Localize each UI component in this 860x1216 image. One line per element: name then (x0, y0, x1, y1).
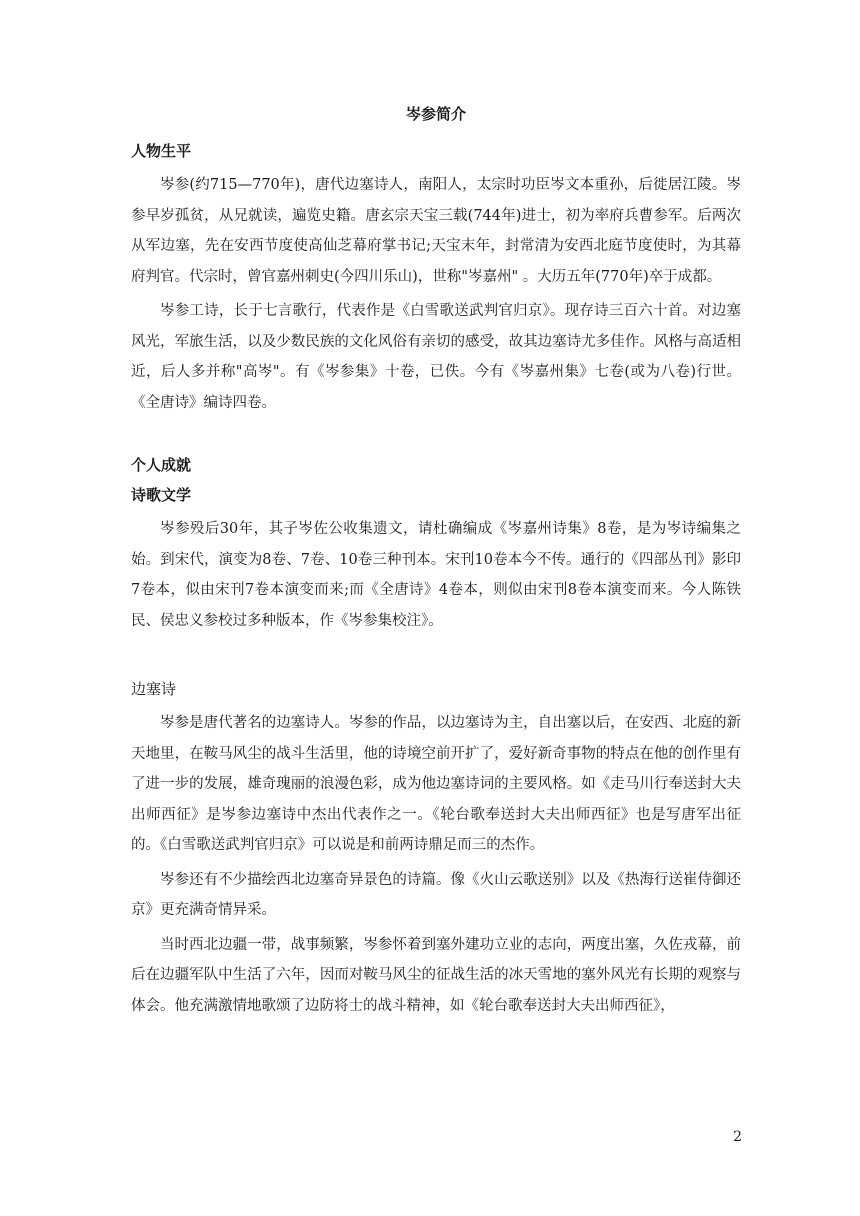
section-spacer (131, 636, 741, 678)
paragraph: 岑参(约715—770年)，唐代边塞诗人，南阳人，太宗时功臣岑文本重孙，后徙居江陵。岑参早岁孤贫，从兄就读，遍览史籍。唐玄宗天宝三载(744年)进士，初为率府兵曹参军。后两次从军边塞，先在安西节度使高仙芝幕府掌书记;天宝末年，封常清为安西北庭节度使时，为其幕府判官。代宗时，曾官嘉州刺史(今四川乐山)，世称"岑嘉州" 。大历五年(770年)卒于成都。 (131, 177, 741, 285)
paragraph: 岑参殁后30年，其子岑佐公收集遗文，请杜确编成《岑嘉州诗集》8卷，是为岑诗编集之始。到宋代，演变为8卷、7卷、10卷三种刊本。宋刊10卷本今不传。通行的《四部丛刊》影印7卷本，似由宋刊7卷本演变而来;而《全唐诗》4卷本，则似由宋刊8卷本演变而来。今人陈铁民、侯忠义参校过多种版本，作《岑参集校注》。 (131, 521, 741, 629)
section-spacer (131, 418, 741, 454)
section-heading-life: 人物生平 (131, 142, 192, 160)
section-heading-frontier-poetry: 边塞诗 (131, 680, 177, 698)
paragraph: 岑参还有不少描绘西北边塞奇异景色的诗篇。像《火山云歌送别》以及《热海行送崔侍御还京》更充满奇情异采。 (131, 871, 741, 918)
section-heading-achievements: 个人成就 (131, 456, 192, 474)
page-number: 2 (733, 1129, 742, 1145)
paragraph: 当时西北边疆一带，战事频繁，岑参怀着到塞外建功立业的志向，两度出塞，久佐戎幕，前后在边疆军队中生活了六年，因而对鞍马风尘的征战生活的冰天雪地的塞外风光有长期的观察与体会。他充满激情地歌颂了边防将士的战斗精神，如《轮台歌奉送封大夫出师西征》， (131, 936, 741, 1014)
paragraph: 岑参工诗，长于七言歌行，代表作是《白雪歌送武判官归京》。现存诗三百六十首。对边塞风光，军旅生活，以及少数民族的文化风俗有亲切的感受，故其边塞诗尤多佳作。风格与高适相近，后人多并称"高岑"。有《岑参集》十卷，已佚。今有《岑嘉州集》七卷(或为八卷)行世。《全唐诗》编诗四卷。 (131, 303, 741, 411)
page-content (131, 104, 741, 1021)
page-title: 岑参简介 (405, 105, 466, 123)
subheading-poetry-literature: 诗歌文学 (131, 486, 192, 504)
paragraph: 岑参是唐代著名的边塞诗人。岑参的作品，以边塞诗为主，自出塞以后，在安西、北庭的新天地里，在鞍马风尘的战斗生活里，他的诗境空前开扩了，爱好新奇事物的特点在他的创作里有了进一步的发展，雄奇瑰丽的浪漫色彩，成为他边塞诗词的主要风格。如《走马川行奉送封大夫出师西征》是岑参边塞诗中杰出代表作之一。《轮台歌奉送封大夫出师西征》也是写唐军出征的。《白雪歌送武判官归京》可以说是和前两诗鼎足而三的杰作。 (131, 715, 741, 853)
